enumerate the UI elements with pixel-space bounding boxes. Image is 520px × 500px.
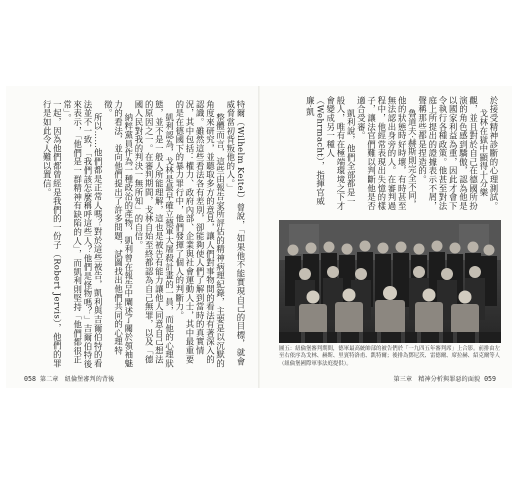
right-folio (393, 374, 498, 383)
paragraph: 一起，因為他們都曾經是我們的一份子（Robert Jervis），他們的罪行是如此令人難以置信。 (42, 100, 63, 368)
book-spread (6, 86, 512, 388)
paragraph: 凱利認為，戈林是最早確立德軍大屠殺計畫的一員，而他的心理狀態，並不是一般人所能理解，這也是被告有能力讓他人同意自己想法的原因之一。在審判期間，戈林自始至終都認為自己無罪，以及「德國人民對我的判決一無所知」的自信。 (133, 100, 175, 369)
paragraph: 特爾（Wilhelm Keitel）曾說，「如果他不能實現自己的目標，就會威脅當初背叛他的人。」 (225, 100, 246, 366)
running-head: 第三章 精神分析與罪惡的面貌 (393, 376, 481, 383)
paragraph: 戈林在獄中顯得十分樂觀，並且對於自己在德國所扮演的角色感到驕傲，認為他是以國家利益為重，因此才會下令執行各種政策。他甚至對法庭上所提出的證據表示不屑，聲稱那些都是捏造的。 (417, 96, 489, 211)
paragraph: 凱利說，他們全部都是一般人，唯有在極端環境之下才會變成另一種人（Wehrmacht），指揮官威廉·凱 (305, 96, 357, 211)
paragraph: 納粹黨員作為一種政治的產物，凱利曾在報告中闡述了關於領袖魅力的看法，並向他們提出了許多問題，試圖找出他們共同的心理特徵。 (103, 100, 134, 369)
page-number: 058 (24, 375, 36, 383)
paragraph: 魯道夫·赫斯則完全不同，他的狀態時好時壞，有時甚至無法認出身旁的人。在審判過程中，他經常表現出失憶的樣子，讓法官們難以判斷他是否適合受審。 (356, 96, 418, 211)
left-page-body (36, 100, 246, 370)
left-folio (22, 374, 114, 383)
paragraph: 所以……他們都是正常人嗎？對於這些被告，凱利與吉爾伯特的看法並不一致，「我們該怎麼稱呼這些人？他們是怪物嗎？」吉爾伯特後來表示，「他們是一群精神有缺陷的人」，而凱利則堅持「他們都很正常」。 (62, 100, 104, 369)
group-photo (279, 220, 501, 343)
right-page (259, 86, 512, 388)
paragraph: 於接受精神診斷的心理測試。 (489, 96, 499, 211)
page-number: 059 (484, 375, 496, 383)
photo-caption: 圖五：紐倫堡審判期間，德軍最高統帥部的被告們於「一九四五年審判席」上合影。前排由左至右依序為戈林、赫斯、里賓特洛甫、凱特爾；後排為鄧尼茨、雷德爾、席拉赫、紹克爾等人（紐倫堡國際軍事法庭提供）。 (279, 346, 501, 367)
paragraph: 整體而言，這些由報告家所評估的精神病理紀錄，主要是以沉默的角度來研究，並聽取多方的意見，讓人們對事物間的看法有著深入的認識。雖然這些看法各有差別，卻能夠使人們了解到當時的真實情況，其中包括：權力、政府內部、企業與社會運動人士，其中最重要的是在德國下的暴力罪行中，他們發揮了個人的判斷力。 (174, 100, 226, 369)
running-head: 第二章 紐倫堡審判的背後 (39, 376, 115, 383)
left-page (6, 86, 259, 388)
right-page-body (299, 96, 499, 214)
